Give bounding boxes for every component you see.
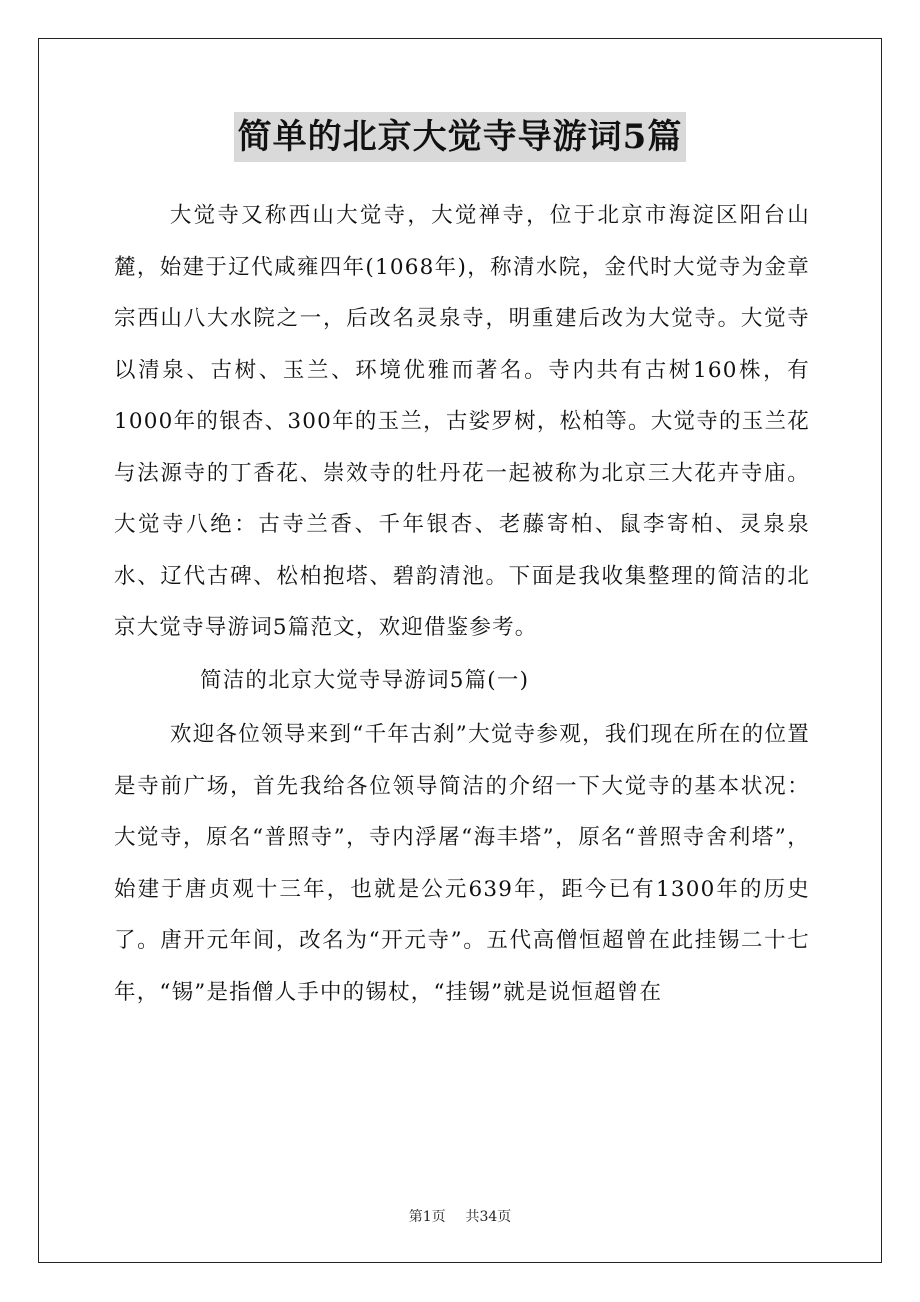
page-number: 第1页: [408, 1209, 446, 1225]
document-body: [114, 190, 810, 1018]
page-total: 共34页: [465, 1209, 512, 1225]
section-heading: 简洁的北京大觉寺导游词5篇(一): [200, 667, 530, 693]
section-paragraph: 欢迎各位领导来到“千年古刹”大觉寺参观，我们现在所在的位置是寺前广场，首先我给各位领导简洁的介绍一下大觉寺的基本状况：大觉寺，原名“普照寺”，寺内浮屠“海丰塔”，原名“普照寺舍利塔”，始建于唐贞观十三年，也就是公元639年，距今已有1300年的历史了。唐开元年间，改名为“开元寺”。五代高僧恒超曾在此挂锡二十七年，“锡”是指僧人手中的锡杖，“挂锡”就是说恒超曾在: [114, 722, 810, 1005]
intro-paragraph: 大觉寺又称西山大觉寺，大觉禅寺，位于北京市海淀区阳台山麓，始建于辽代咸雍四年(1068年)，称清水院，金代时大觉寺为金章宗西山八大水院之一，后改名灵泉寺，明重建后改为大觉寺。大觉寺以清泉、古树、玉兰、环境优雅而著名。寺内共有古树160株，有1000年的银杏、300年的玉兰，古娑罗树，松柏等。大觉寺的玉兰花与法源寺的丁香花、崇效寺的牡丹花一起被称为北京三大花卉寺庙。大觉寺八绝：古寺兰香、千年银杏、老藤寄柏、鼠李寄柏、灵泉泉水、辽代古碑、松柏抱塔、碧韵清池。下面是我收集整理的简洁的北京大觉寺导游词5篇范文，欢迎借鉴参考。: [114, 203, 810, 640]
page-footer: [0, 1206, 920, 1226]
document-title: 简单的北京大觉寺导游词5篇: [234, 112, 687, 162]
title-container: [0, 112, 920, 162]
